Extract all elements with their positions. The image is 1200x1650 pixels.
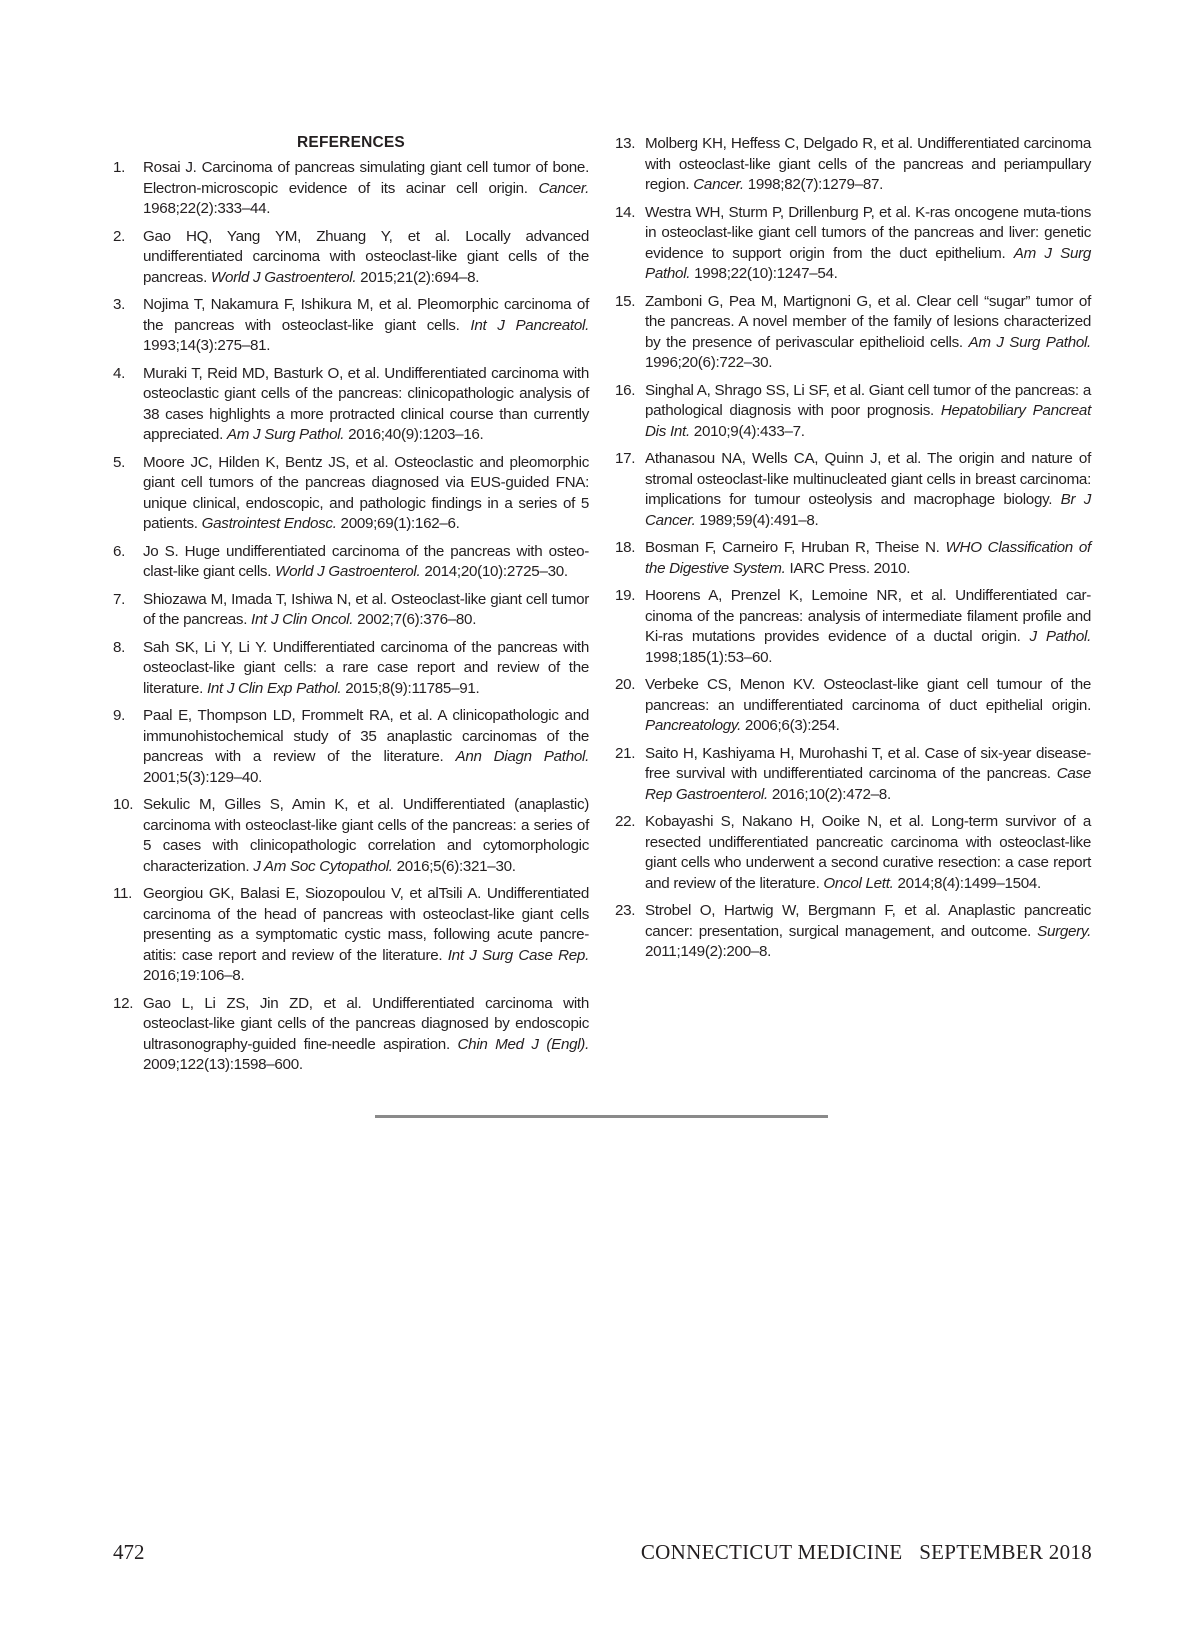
reference-number: 18. (615, 539, 636, 556)
reference-item (113, 590, 589, 631)
reference-text: Hoorens A, Prenzel K, Lemoine NR, et al. Undifferentiated car-cinoma of the pancreas: analysis of intermediate filament profile and Ki-ras mutations provides evidence of a ductal origin. (645, 587, 1091, 645)
references-column-right (615, 134, 1091, 970)
reference-text: Kobayashi S, Nakano H, Ooike N, et al. Long-term survivor of a resected undifferentiated pancreatic carcinoma with osteoclast-like giant cells who underwent a second curative resection: a case report and review of the literature. (645, 813, 1091, 892)
reference-number: 6. (113, 542, 126, 560)
reference-list-right (615, 134, 1091, 963)
reference-text: Westra WH, Sturm P, Drillenburg P, et al. K-ras oncogene muta-tions in osteoclast-like giant cell tumors of the pancreas and liver: genetic evidence to support origin from the duct epithelium. (645, 203, 1091, 262)
reference-item (113, 453, 589, 535)
reference-number: 9. (113, 707, 126, 724)
reference-number: 14. (615, 203, 636, 221)
references-column-left (113, 134, 589, 1083)
reference-citation: 1968;22(2):333–44. (143, 200, 271, 217)
reference-text: Moore JC, Hilden K, Bentz JS, et al. Osteoclastic and pleomorphic giant cell tumors of the pancreas diagnosed via EUS-guided FNA: unique clinical, endoscopic, and pathologic findings in a series of 5 patients. (143, 453, 589, 532)
reference-text: Bosman F, Carneiro F, Hruban R, Theise N. (645, 539, 946, 556)
reference-text: Muraki T, Reid MD, Basturk O, et al. Undifferentiated carcinoma with osteoclastic giant cells of the pancreas: clinicopathologic analysis of 38 cases highlights a more protracted clinical course than currently appreciated. (143, 364, 589, 443)
end-of-article-rule (375, 1115, 828, 1118)
reference-text: Saito H, Kashiyama H, Murohashi T, et al. Case of six-year disease-free survival with undifferentiated carcinoma of the pancreas. (645, 744, 1091, 782)
reference-journal: Am J Surg Pathol. (968, 333, 1091, 351)
reference-journal: Hepatobiliary Pancreat Dis Int. (645, 402, 1091, 440)
reference-journal: World J Gastroenterol. (275, 563, 421, 580)
reference-number: 3. (113, 296, 126, 313)
reference-list-left (113, 158, 589, 1076)
reference-journal: Pancreatology. (645, 717, 741, 734)
reference-citation: 2002;7(6):376–80. (353, 611, 477, 628)
reference-item (113, 158, 589, 220)
reference-citation: 2014;8(4):1499–1504. (893, 874, 1041, 892)
reference-text: Gao L, Li ZS, Jin ZD, et al. Undifferentiated carcinoma with osteoclast-like giant cells of the pancreas diagnosed by endoscopic ultrasonography-guided fine-needle aspiration. (143, 994, 589, 1053)
reference-citation: 2001;5(3):129–40. (143, 768, 263, 786)
reference-number: 13. (615, 135, 636, 152)
reference-citation: 2016;19:106–8. (143, 967, 245, 984)
reference-journal: Int J Pancreatol. (470, 316, 589, 334)
reference-journal: World J Gastroenterol. (210, 268, 357, 286)
reference-item (615, 381, 1091, 443)
reference-item (113, 295, 589, 357)
reference-number: 16. (615, 381, 636, 399)
reference-item (113, 364, 589, 446)
reference-number: 5. (113, 453, 126, 471)
reference-citation: 2016;40(9):1203–16. (344, 426, 484, 443)
reference-citation: 1996;20(6):722–30. (645, 354, 773, 371)
reference-number: 17. (615, 450, 636, 467)
journal-footer: CONNECTICUT MEDICINE SEPTEMBER 2018 (640, 1540, 1092, 1564)
reference-journal: Ann Diagn Pathol. (455, 748, 589, 765)
reference-journal: Br J Cancer. (645, 491, 1092, 529)
reference-journal: Cancer. (538, 179, 589, 197)
reference-text: Rosai J. Carcinoma of pancreas simulating giant cell tumor of bone. Electron-microscopic evidence of its acinar cell origin. (143, 159, 589, 197)
reference-text: Shiozawa M, Imada T, Ishiwa N, et al. Osteoclast-like giant cell tumor of the pancreas. (143, 590, 589, 628)
reference-text: Athanasou NA, Wells CA, Quinn J, et al. The origin and nature of stromal osteoclast-like multinucleated giant cells in breast carcinoma: implications for tumour osteolysis and macrophage biology. (645, 450, 1091, 508)
reference-text: Gao HQ, Yang YM, Zhuang Y, et al. Locally advanced undifferentiated carcinoma with osteoclast-like giant cells of the pancreas. (143, 227, 589, 286)
reference-text: Strobel O, Hartwig W, Bergmann F, et al. Anaplastic pancreatic cancer: presentation, surgical management, and outcome. (645, 902, 1091, 940)
reference-journal: Case Rep Gastroenterol. (645, 765, 1091, 803)
references-heading: REFERENCES (297, 134, 405, 151)
reference-number: 4. (113, 364, 126, 382)
reference-journal: J Pathol. (1029, 628, 1091, 645)
reference-item (615, 586, 1091, 668)
reference-text: Sekulic M, Gilles S, Amin K, et al. Undifferentiated (anaplastic) carcinoma with osteoclast-like giant cells of the pancreas: a series of 5 cases with clinicopathologic correlation and cytomorphologic characterization. (143, 796, 589, 875)
reference-number: 11. (113, 885, 133, 902)
reference-text: Paal E, Thompson LD, Frommelt RA, et al. A clinicopathologic and immunohistochemical study of 35 anaplastic carcinomas of the pancreas with a review of the literature. (143, 707, 589, 765)
reference-citation: IARC Press. 2010. (785, 559, 911, 577)
reference-item (615, 744, 1091, 806)
reference-number: 23. (615, 902, 636, 919)
reference-item (113, 227, 589, 289)
reference-journal: WHO Classification of the Digestive System. (645, 539, 1091, 577)
reference-citation: 1998;82(7):1279–87. (743, 176, 884, 193)
reference-number: 22. (615, 813, 636, 830)
reference-item (615, 538, 1091, 579)
reference-number: 15. (615, 292, 636, 310)
reference-number: 7. (113, 590, 126, 608)
reference-item (113, 706, 589, 788)
reference-item (113, 884, 589, 987)
reference-citation: 2015;8(9):11785–91. (341, 679, 480, 697)
reference-number: 20. (615, 676, 636, 693)
reference-journal: Am J Surg Pathol. (226, 426, 345, 443)
reference-journal: Chin Med J (Engl). (457, 1035, 589, 1053)
reference-journal: Gastrointest Endosc. (201, 515, 337, 532)
reference-item (615, 292, 1091, 374)
reference-item (113, 994, 589, 1076)
reference-citation: 2015;21(2):694–8. (356, 268, 480, 286)
reference-item (615, 203, 1091, 285)
reference-item (113, 638, 589, 700)
reference-number: 21. (615, 744, 636, 762)
reference-text: Zamboni G, Pea M, Martignoni G, et al. Clear cell “sugar” tumor of the pancreas. A novel member of the family of lesions characterized by the presence of perivascular epithelioid cells. (645, 292, 1091, 351)
reference-citation: 2016;5(6):321–30. (392, 857, 516, 875)
reference-item (615, 675, 1091, 737)
reference-citation: 1993;14(3):275–81. (143, 337, 271, 354)
reference-citation: 2010;9(4):433–7. (689, 422, 805, 440)
reference-item (113, 795, 589, 877)
reference-number: 1. (113, 159, 126, 176)
reference-citation: 2011;149(2):200–8. (645, 943, 772, 960)
reference-item (615, 449, 1091, 531)
reference-citation: 1998;22(10):1247–54. (690, 265, 838, 282)
reference-item (615, 134, 1091, 196)
reference-journal: Int J Surg Case Rep. (447, 946, 589, 964)
reference-text: Georgiou GK, Balasi E, Siozopoulou V, et alTsili A. Undifferentiated carcinoma of the head of pancreas with osteoclast-like giant cells presenting as a symptomatic cystic mass, following acute pancre-atitis: case report and review of the literature. (143, 885, 589, 964)
reference-journal: Am J Surg Pathol. (645, 244, 1091, 282)
reference-text: Molberg KH, Heffess C, Delgado R, et al. Undifferentiated carcinoma with osteoclast-like giant cells of the pancreas and periampullary region. (645, 135, 1091, 193)
reference-item (113, 542, 589, 583)
reference-journal: Surgery. (1037, 922, 1091, 940)
reference-text: Singhal A, Shrago SS, Li SF, et al. Giant cell tumor of the pancreas: a pathological diagnosis with poor prognosis. (645, 381, 1091, 419)
reference-text: Verbeke CS, Menon KV. Osteoclast-like giant cell tumour of the pancreas: an undifferentiated carcinoma of duct epithelial origin. (645, 676, 1091, 714)
reference-journal: Int J Clin Exp Pathol. (206, 679, 342, 697)
reference-citation: 2016;10(2):472–8. (767, 785, 891, 803)
reference-citation: 1989;59(4):491–8. (695, 511, 819, 529)
reference-journal: Int J Clin Oncol. (251, 611, 354, 628)
reference-text: Jo S. Huge undifferentiated carcinoma of the pancreas with osteo-clast-like giant cells. (143, 542, 589, 580)
reference-number: 19. (615, 587, 636, 604)
reference-citation: 2014;20(10):2725–30. (420, 563, 568, 580)
reference-number: 8. (113, 638, 126, 656)
reference-number: 12. (113, 994, 134, 1012)
page-number: 472 (113, 1540, 145, 1564)
reference-item (615, 901, 1091, 963)
reference-citation: 2009;69(1):162–6. (336, 515, 460, 532)
reference-journal: Oncol Lett. (823, 874, 894, 892)
reference-journal: J Am Soc Cytopathol. (253, 857, 393, 875)
reference-text: Nojima T, Nakamura F, Ishikura M, et al. Pleomorphic carcinoma of the pancreas with osteoclast-like giant cells. (143, 296, 589, 334)
reference-citation: 2009;122(13):1598–600. (143, 1056, 303, 1073)
reference-number: 10. (113, 796, 134, 813)
reference-citation: 2006;6(3):254. (741, 717, 840, 734)
reference-journal: Cancer. (693, 176, 744, 193)
reference-citation: 1998;185(1):53–60. (645, 648, 773, 666)
reference-number: 2. (113, 227, 126, 245)
reference-item (615, 812, 1091, 894)
reference-text: Sah SK, Li Y, Li Y. Undifferentiated carcinoma of the pancreas with osteoclast-like giant cells: a rare case report and review of the literature. (143, 638, 589, 697)
